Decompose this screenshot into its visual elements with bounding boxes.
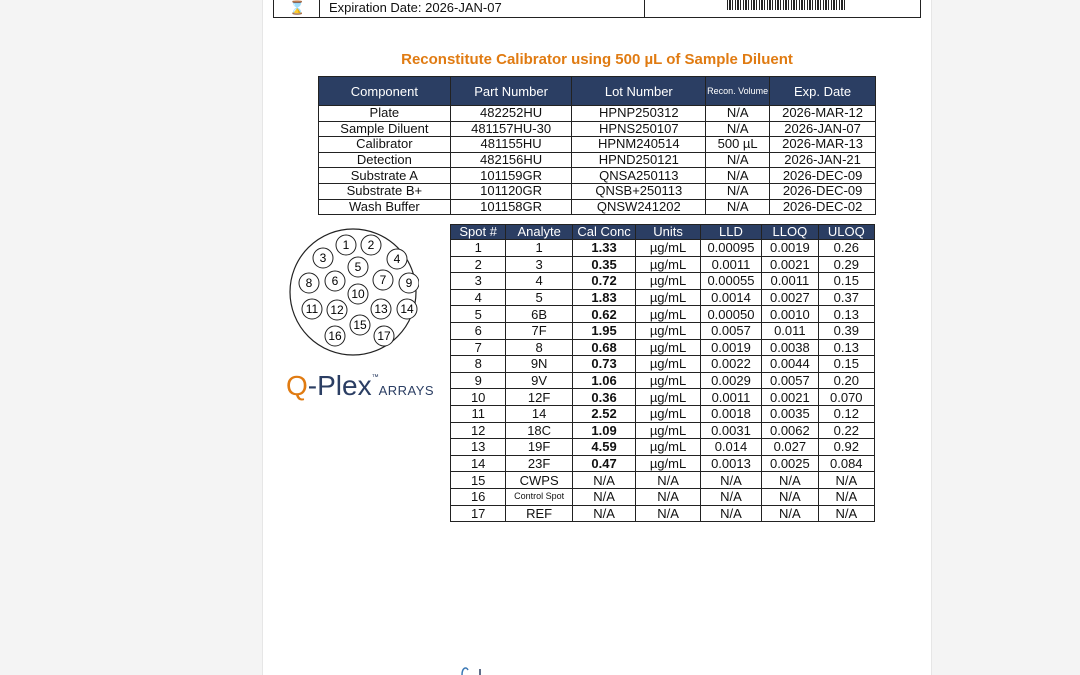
table-cell: 0.37 [818,289,874,306]
table-cell: 8 [506,339,572,356]
table-cell: 0.0057 [700,322,761,339]
table-row [451,273,875,290]
table-cell: 0.13 [818,339,874,356]
table-cell: 0.0010 [762,306,818,323]
table-cell: µg/mL [636,306,700,323]
table-cell: Control Spot [506,488,572,505]
table-cell: 0.0022 [700,356,761,373]
footer-logo-fragment [458,664,498,675]
table-cell: N/A [572,488,635,505]
table-cell: µg/mL [636,356,700,373]
spot-label: 17 [377,329,391,343]
table-cell: 101158GR [450,199,572,215]
table-cell: 0.0013 [700,455,761,472]
table-cell: Sample Diluent [319,121,451,137]
table-cell: N/A [762,472,818,489]
table-cell: 2026-DEC-09 [770,168,876,184]
table-cell: 0.0011 [700,389,761,406]
table-cell: 0.29 [818,256,874,273]
col-header-part-number: Part Number [450,77,572,106]
table-cell: 9 [451,372,506,389]
table-cell: 0.0029 [700,372,761,389]
table-cell: N/A [706,121,770,137]
table-cell: 500 µL [706,137,770,153]
spot-label: 14 [400,302,414,316]
table-cell: 0.12 [818,405,874,422]
table-row [451,289,875,306]
table-cell: 0.15 [818,356,874,373]
table-cell: QNSA250113 [572,168,706,184]
spot-label: 7 [379,273,387,287]
table-cell: µg/mL [636,372,700,389]
table-cell: 0.0019 [762,240,818,257]
table-cell: 12 [451,422,506,439]
col-header-uloq: ULOQ [818,225,874,240]
col-header-lot-number: Lot Number [572,77,706,106]
table-cell: 482156HU [450,152,572,168]
table-cell: 101120GR [450,183,572,199]
table-row [319,152,876,168]
table-cell: REF [506,505,572,522]
col-header-lloq: LLOQ [762,225,818,240]
table-cell: N/A [706,183,770,199]
table-row [451,505,875,522]
spot-label: 2 [367,238,375,252]
table-cell: 0.0018 [700,405,761,422]
table-row [451,306,875,323]
table-row [451,405,875,422]
table-cell: 17 [451,505,506,522]
components-body [319,106,876,215]
col-header-exp-date: Exp. Date [770,77,876,106]
logo-plex: -Plex [307,370,372,401]
table-row [451,339,875,356]
table-cell: µg/mL [636,455,700,472]
spot-label: 15 [353,318,367,332]
col-header-analyte: Analyte [506,225,572,240]
table-cell: N/A [818,488,874,505]
table-cell: 2 [451,256,506,273]
table-cell: 0.027 [762,439,818,456]
spot-label: 11 [305,302,319,316]
table-cell: 0.72 [572,273,635,290]
table-cell: N/A [636,488,700,505]
table-row [451,439,875,456]
spot-label: 13 [374,302,388,316]
table-cell: 1.83 [572,289,635,306]
table-cell: 0.084 [818,455,874,472]
table-cell: CWPS [506,472,572,489]
table-row [451,472,875,489]
table-cell: N/A [636,472,700,489]
table-cell: HPNM240514 [572,137,706,153]
logo-arrays: ARRAYS [378,383,435,398]
table-cell: 0.26 [818,240,874,257]
table-cell: 14 [506,405,572,422]
table-cell: 0.0019 [700,339,761,356]
table-cell: 0.0031 [700,422,761,439]
table-cell: 0.0021 [762,389,818,406]
components-table [318,76,876,215]
table-cell: 0.011 [762,322,818,339]
spot-label: 12 [330,303,344,317]
spot-label: 1 [342,238,350,252]
spot-label: 16 [328,329,342,343]
table-cell: N/A [700,505,761,522]
table-cell: 2026-MAR-12 [770,106,876,122]
table-cell: HPNS250107 [572,121,706,137]
table-cell: µg/mL [636,256,700,273]
col-header-spot: Spot # [451,225,506,240]
table-row [319,183,876,199]
table-cell: 482252HU [450,106,572,122]
expiration-date: Expiration Date: 2026-JAN-07 [329,0,502,15]
table-cell: 0.0044 [762,356,818,373]
spot-table [450,224,875,522]
table-cell: 7 [451,339,506,356]
table-cell: 6B [506,306,572,323]
table-cell: 1.95 [572,322,635,339]
table-cell: 0.22 [818,422,874,439]
table-cell: 0.13 [818,306,874,323]
table-cell: µg/mL [636,422,700,439]
qplex-logo [286,370,434,402]
table-cell: 3 [506,256,572,273]
table-cell: 0.68 [572,339,635,356]
table-cell: 18C [506,422,572,439]
table-cell: 10 [451,389,506,406]
table-cell: 1 [506,240,572,257]
table-cell: Substrate B+ [319,183,451,199]
table-cell: 1.33 [572,240,635,257]
hourglass-icon: ⌛ [289,0,306,15]
table-cell: Wash Buffer [319,199,451,215]
table-row [319,121,876,137]
table-cell: 0.62 [572,306,635,323]
spot-label: 4 [393,252,401,266]
col-header-component: Component [319,77,451,106]
table-cell: 16 [451,488,506,505]
table-cell: 4 [451,289,506,306]
table-cell: 0.20 [818,372,874,389]
table-cell: 101159GR [450,168,572,184]
spot-body [451,240,875,522]
table-cell: N/A [762,488,818,505]
logo-q: Q [286,370,308,401]
table-cell: HPND250121 [572,152,706,168]
table-cell: N/A [706,168,770,184]
spot-header-row [451,225,875,240]
table-cell: 0.35 [572,256,635,273]
table-cell: N/A [700,488,761,505]
table-row [451,488,875,505]
table-cell: N/A [700,472,761,489]
table-cell: HPNP250312 [572,106,706,122]
table-cell: 481155HU [450,137,572,153]
table-cell: 0.0027 [762,289,818,306]
spot-label: 8 [305,276,313,290]
table-cell: 1.06 [572,372,635,389]
table-cell: µg/mL [636,322,700,339]
table-cell: 0.00050 [700,306,761,323]
table-cell: 0.15 [818,273,874,290]
table-cell: 7F [506,322,572,339]
table-cell: µg/mL [636,240,700,257]
table-cell: 2026-DEC-02 [770,199,876,215]
table-cell: N/A [818,505,874,522]
table-cell: Substrate A [319,168,451,184]
document-page [262,0,932,675]
table-cell: 3 [451,273,506,290]
table-cell: µg/mL [636,289,700,306]
table-row [451,256,875,273]
table-cell: 0.92 [818,439,874,456]
icon-cell [274,0,320,17]
table-cell: 13 [451,439,506,456]
table-cell: 2.52 [572,405,635,422]
table-cell: 19F [506,439,572,456]
spot-label: 10 [351,287,365,301]
table-row [319,137,876,153]
table-cell: 4.59 [572,439,635,456]
col-header-units: Units [636,225,700,240]
table-row [451,422,875,439]
table-cell: 0.0038 [762,339,818,356]
table-row [451,389,875,406]
table-cell: 9N [506,356,572,373]
table-cell: µg/mL [636,273,700,290]
table-row [451,356,875,373]
table-row [319,168,876,184]
table-cell: N/A [572,505,635,522]
spot-label: 5 [354,260,362,274]
table-cell: 0.014 [700,439,761,456]
barcode-icon [727,0,847,10]
table-cell: 1 [451,240,506,257]
table-cell: 5 [506,289,572,306]
table-cell: 15 [451,472,506,489]
table-cell: QNSW241202 [572,199,706,215]
table-cell: 0.0021 [762,256,818,273]
table-cell: N/A [818,472,874,489]
table-cell: N/A [706,199,770,215]
table-cell: 2026-JAN-21 [770,152,876,168]
table-cell: N/A [706,106,770,122]
table-cell: 14 [451,455,506,472]
table-row [451,372,875,389]
spot-label: 9 [405,276,413,290]
table-cell: 23F [506,455,572,472]
col-header-lld: LLD [700,225,761,240]
table-cell: N/A [762,505,818,522]
table-cell: Calibrator [319,137,451,153]
table-cell: 0.47 [572,455,635,472]
table-cell: 9V [506,372,572,389]
table-cell: 0.0011 [700,256,761,273]
table-row [319,199,876,215]
table-row [451,455,875,472]
table-cell: µg/mL [636,439,700,456]
spot-layout-diagram [287,226,419,358]
table-cell: 0.39 [818,322,874,339]
table-cell: µg/mL [636,405,700,422]
table-cell: QNSB+250113 [572,183,706,199]
table-cell: N/A [572,472,635,489]
table-cell: 0.0011 [762,273,818,290]
components-header-row [319,77,876,106]
table-cell: 5 [451,306,506,323]
reconstitution-heading: Reconstitute Calibrator using 500 µL of Sample Diluent [401,51,793,68]
table-cell: 1.09 [572,422,635,439]
col-header-cal-conc: Cal Conc [572,225,635,240]
table-cell: N/A [636,505,700,522]
table-cell: 2026-JAN-07 [770,121,876,137]
table-cell: 0.070 [818,389,874,406]
barcode-cell [644,0,921,17]
table-cell: 0.0057 [762,372,818,389]
table-cell: 2026-MAR-13 [770,137,876,153]
table-cell: 6 [451,322,506,339]
spot-label: 6 [331,274,339,288]
table-row [451,240,875,257]
table-cell: 2026-DEC-09 [770,183,876,199]
table-cell: 481157HU-30 [450,121,572,137]
table-cell: 0.0014 [700,289,761,306]
table-cell: 0.73 [572,356,635,373]
logo-trademark: ™ [371,374,379,381]
table-cell: 0.00055 [700,273,761,290]
table-cell: 0.36 [572,389,635,406]
table-cell: 11 [451,405,506,422]
table-cell: 0.00095 [700,240,761,257]
expiration-strip [273,0,921,18]
table-cell: 4 [506,273,572,290]
table-cell: 12F [506,389,572,406]
table-cell: 8 [451,356,506,373]
table-cell: µg/mL [636,339,700,356]
table-cell: 0.0035 [762,405,818,422]
table-cell: µg/mL [636,389,700,406]
table-cell: N/A [706,152,770,168]
table-cell: 0.0025 [762,455,818,472]
table-cell: 0.0062 [762,422,818,439]
table-cell: Detection [319,152,451,168]
spot-label: 3 [319,251,327,265]
table-row [451,322,875,339]
col-header-recon-volume: Recon. Volume [706,77,770,106]
table-cell: Plate [319,106,451,122]
table-row [319,106,876,122]
